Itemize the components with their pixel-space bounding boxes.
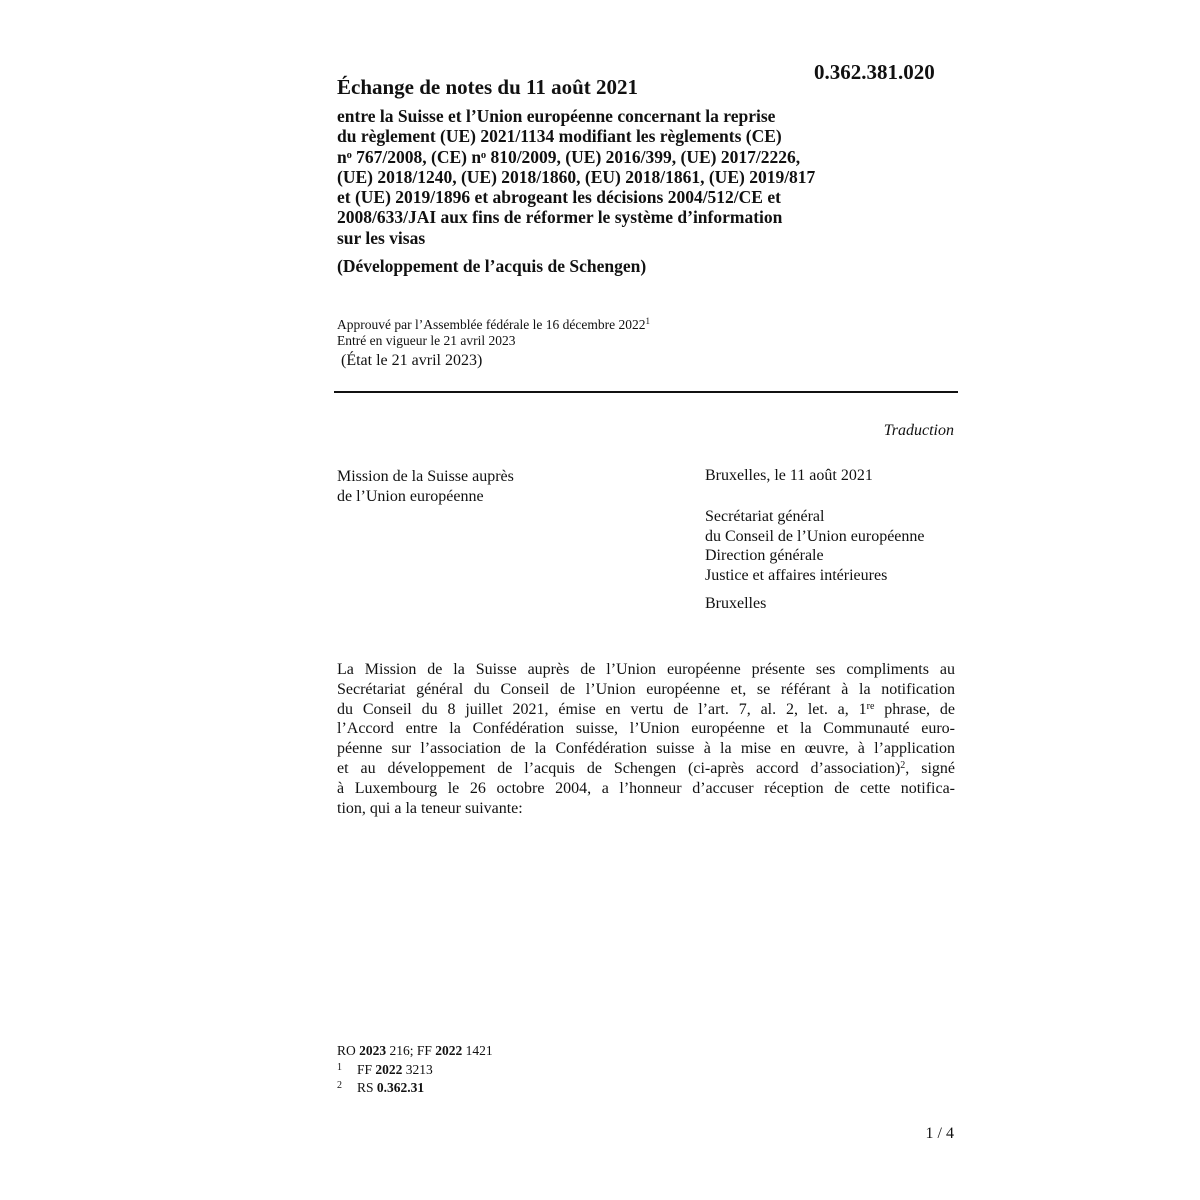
body-line: La Mission de la Suisse auprès de l’Union européenne présente ses compliments au (337, 661, 955, 678)
body-line: péenne sur l’association de la Confédération suisse à la mise en œuvre, à l’application (337, 740, 955, 758)
sender-line: de l’Union européenne (337, 487, 484, 505)
subtitle-line: du règlement (UE) 2021/1134 modifiant les règlements (CE) (337, 126, 782, 147)
footnote-2 (337, 1080, 424, 1096)
ro-year: 2023 (359, 1043, 387, 1058)
footnote-text: 3213 (402, 1062, 433, 1077)
subtitle-line: (UE) 2018/1240, (UE) 2018/1860, (EU) 2018/1861, (UE) 2019/817 (337, 166, 816, 187)
document-title: Échange de notes du 11 août 2021 (337, 75, 639, 99)
ordinal-superscript: re (866, 700, 875, 712)
body-line (337, 700, 955, 720)
ro-prefix: RO (337, 1043, 360, 1058)
in-force-line: Entré en vigueur le 21 avril 2023 (337, 333, 516, 348)
recipient-line: Justice et affaires intérieures (705, 566, 888, 584)
subtitle-line: nᵒ 767/2008, (CE) nᵒ 810/2009, (UE) 2016/399, (UE) 2017/2226, (337, 146, 801, 167)
ro-page: 216; FF (386, 1043, 436, 1058)
subtitle-line: 2008/633/JAI aux fins de réformer le système d’information (337, 207, 783, 228)
body-text-segment: du Conseil du 8 juillet 2021, émise en vertu de l’art. 7, al. 2, let. a, 1 (337, 700, 867, 718)
approval-line (337, 313, 650, 333)
footnote-number: 1 (337, 1062, 342, 1073)
horizontal-rule (334, 391, 958, 393)
footnote-bold: 2022 (375, 1062, 403, 1077)
footnote-text: FF (357, 1062, 376, 1077)
page-number: 1 / 4 (925, 1125, 954, 1142)
approval-info (337, 313, 650, 349)
recipient-line: du Conseil de l’Union européenne (705, 527, 925, 545)
translation-label: Traduction (883, 422, 954, 439)
recipient-line: Direction générale (705, 547, 824, 564)
document-subtitle (337, 106, 917, 248)
recipient-line: Secrétariat général (705, 508, 825, 525)
footnote-ref-1: 1 (645, 316, 650, 326)
subtitle-line: sur les visas (337, 227, 426, 248)
body-line: à Luxembourg le 26 octobre 2004, a l’honneur d’accuser réception de cette notifica- (337, 779, 955, 797)
recipient-city: Bruxelles (705, 595, 767, 612)
schengen-subtitle: (Développement de l’acquis de Schengen) (337, 256, 647, 276)
footnote-ref-2: 2 (900, 759, 906, 771)
body-line (337, 759, 955, 779)
letter-date: Bruxelles, le 11 août 2021 (705, 467, 873, 484)
body-line: tion, qui a la teneur suivante: (337, 799, 523, 817)
footnote-1 (337, 1062, 433, 1078)
approval-text: Approuvé par l’Assemblée fédérale le 16 décembre 2022 (337, 317, 646, 332)
footnote-number: 2 (337, 1080, 342, 1091)
publication-reference (337, 1043, 493, 1059)
ff-page: 1421 (462, 1043, 493, 1058)
state-date: (État le 21 avril 2023) (341, 352, 483, 369)
subtitle-line: entre la Suisse et l’Union européenne concernant la reprise (337, 106, 776, 126)
body-paragraph (337, 660, 955, 818)
footnote-text: RS (357, 1080, 377, 1095)
ff-year: 2022 (435, 1043, 463, 1058)
reference-number: 0.362.381.020 (814, 60, 935, 84)
subtitle-line: et (UE) 2019/1896 et abrogeant les décisions 2004/512/CE et (337, 187, 781, 208)
recipient-address (705, 507, 925, 585)
body-text-segment: phrase, de (874, 700, 956, 718)
body-text-segment: , signé (905, 759, 955, 777)
sender-address (337, 467, 514, 506)
body-line: l’Accord entre la Confédération suisse, l’Union européenne et la Communauté euro- (337, 720, 955, 738)
sender-line: Mission de la Suisse auprès (337, 468, 514, 485)
footnote-bold: 0.362.31 (376, 1080, 425, 1095)
body-text-segment: et au développement de l’acquis de Schengen (ci-après accord d’association) (337, 759, 901, 777)
body-line: Secrétariat général du Conseil de l’Union européenne et, se référant à la notification (337, 680, 955, 698)
